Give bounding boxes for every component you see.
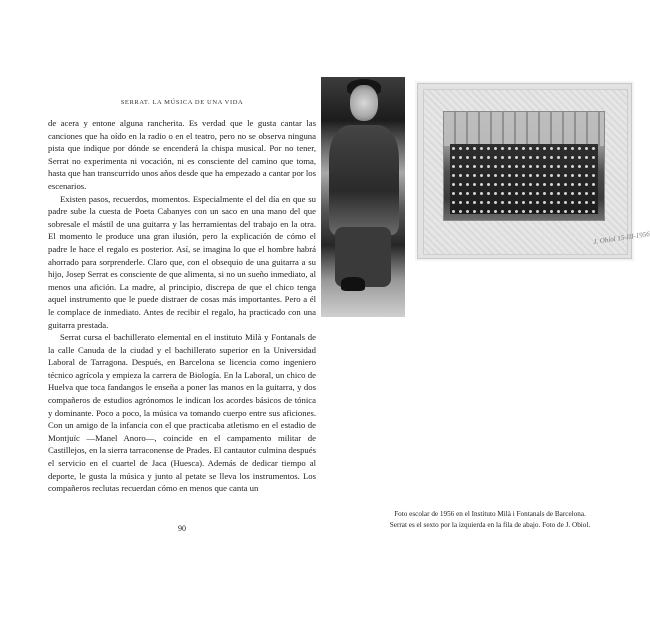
photo-caption — [360, 509, 620, 531]
portrait-body — [329, 125, 399, 235]
photo-students — [450, 144, 598, 214]
page-number: 90 — [178, 524, 186, 533]
portrait-face — [350, 85, 378, 121]
photographer-signature: J. Obiol 15-III-1956 — [592, 230, 650, 246]
portrait-shoe — [341, 277, 365, 291]
photo-building — [444, 112, 604, 146]
paragraph: de acera y entone alguna rancherita. Es verdad que le gusta cantar las canciones que ha oído en la radio o en el teatro, pero no se observa ninguna pista que indique por dónde se encenderá la chispa musical. Por no tener, Serrat no experimenta ni vocación, ni es consciente del camino que toma, hasta que han transcurrido unos años desde que ha empezado a cantar por los escenarios. — [48, 118, 317, 191]
paragraph: Existen pasos, recuerdos, momentos. Especialmente el del día en que su padre sube la cuesta de Poeta Cabanyes con un saco en una mano del que sobresale el mástil de una guitarra y las herramientas del trabajo en la otra. El momento le produce una gran ilusión, pero la explicación de cómo el padre le hace el regalo es posterior. Así, se imagina lo que el hombre habrá ahorrado para sorprenderle. Claro que, con el obsequio de una guitarra a su hijo, Josep Serrat es consciente de que alimenta, si no un sueño inmediato, al menos una afición. La madre, al principio, discrepa de que el chico tenga aquel instrumento que le puede distraer de cosas más importantes. Pero a él le complace de inmediato. Antes de recibir el regalo, ha practicado con una guitarra prestada. — [48, 193, 316, 330]
body-text — [48, 117, 316, 495]
portrait-photo — [321, 77, 405, 317]
caption-line: Foto escolar de 1956 en el Instituto Milà i Fontanals de Barcelona. — [394, 510, 586, 518]
paragraph: Serrat cursa el bachillerato elemental en el instituto Milà y Fontanals de la calle Canuda de la ciudad y el bachillerato superior en la Universidad Laboral de Tarragona. Después, en Barcelona se licencia como ingeniero técnico agrícola y empieza la carrera de Biología. En la Laboral, un chico de Huelva que toca fandangos le enseña a poner las manos en la guitarra, y dos compañeros de estudios agrónomos le indican los acordes básicos de tónica y dominante. Poco a poco, la música va tomando cuerpo entre sus aficiones. Con un amigo de la infancia con el que practicaba atletismo en el estadio de Montjuïc —Manel Anoro—, coincide en el campamento militar de Castillejos, en la sierra tarraconense de Prades. El cantautor culmina después el servicio en el cuartel de Jaca (Huesca). Además de dedicar tiempo al deporte, le gusta la música y junto al petate se lleva los instrumentos. Los compañeros reclutas recuerdan cómo en menos que canta un — [48, 332, 316, 494]
running-head: SERRAT. LA MÚSICA DE UNA VIDA — [120, 99, 244, 106]
caption-line: Serrat es el sexto por la izquierda en la fila de abajo. Foto de J. Obiol. — [389, 521, 591, 529]
school-photo-frame — [415, 81, 650, 261]
group-school-photo — [443, 111, 605, 221]
